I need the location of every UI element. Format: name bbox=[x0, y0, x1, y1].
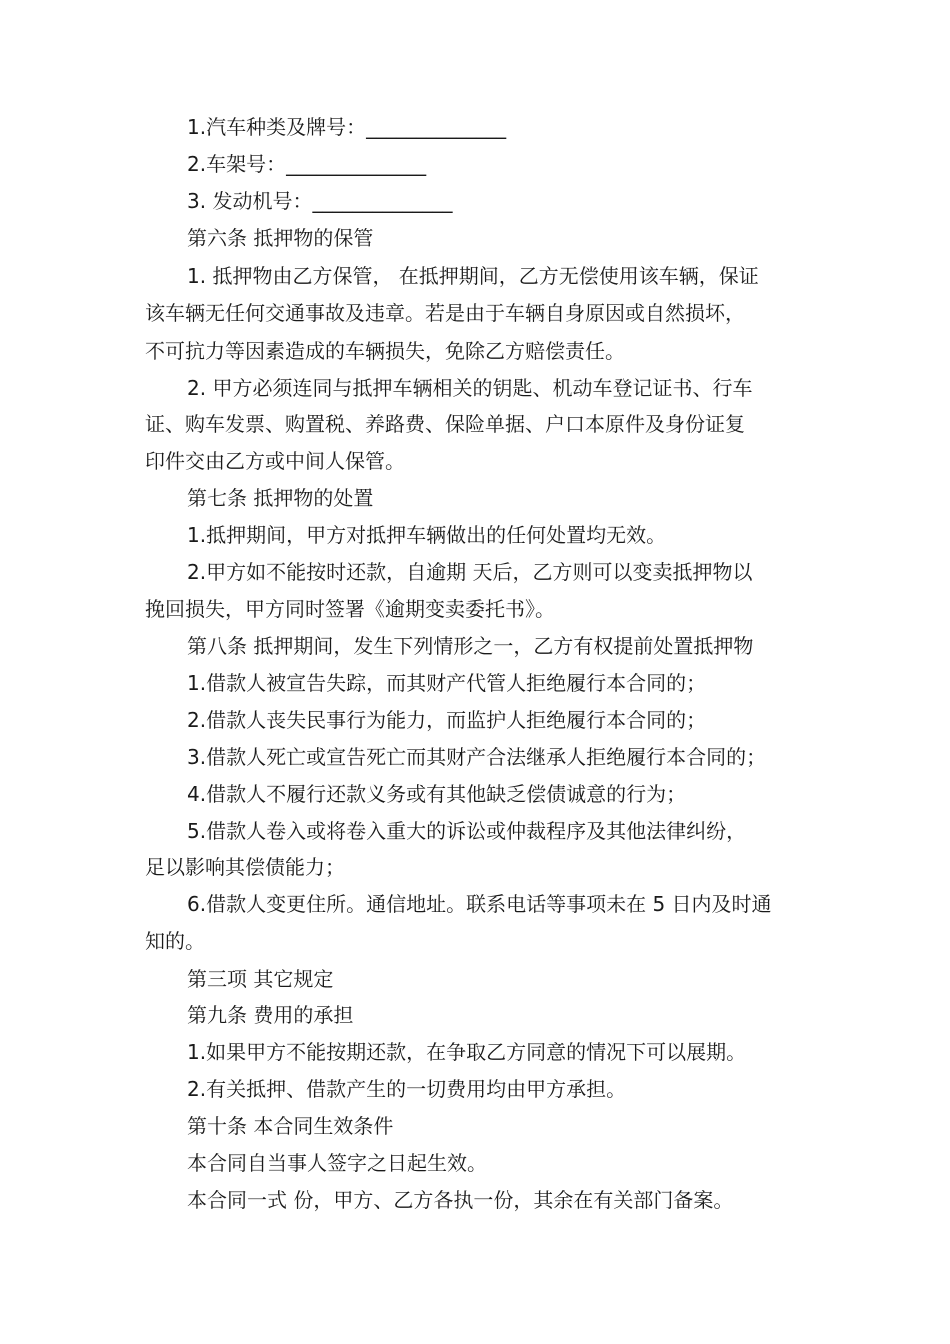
article-8-item-4: 4.借款人不履行还款义务或有其他缺乏偿债诚意的行为； bbox=[187, 782, 687, 806]
article-7-item-1: 1.抵押期间，甲方对抵押车辆做出的任何处置均无效。 bbox=[187, 523, 667, 547]
article-6-item-1-line-3: 不可抗力等因素造成的车辆损失，免除乙方赔偿责任。 bbox=[145, 339, 625, 363]
article-8-item-1: 1.借款人被宣告失踪，而其财产代管人拒绝履行本合同的； bbox=[187, 671, 707, 695]
article-6-item-2-line-2: 证、购车发票、购置税、养路费、保险单据、户口本原件及身份证复 bbox=[145, 412, 745, 436]
article-7-heading: 第七条 抵押物的处置 bbox=[187, 486, 374, 510]
article-8-item-6-line-1: 6.借款人变更住所。通信地址。联系电话等事项未在 5 日内及时通 bbox=[187, 892, 772, 916]
article-9-item-2: 2.有关抵押、借款产生的一切费用均由甲方承担。 bbox=[187, 1077, 627, 1101]
article-8-item-5-line-1: 5.借款人卷入或将卷入重大的诉讼或仲裁程序及其他法律纠纷， bbox=[187, 819, 747, 843]
section-3-heading: 第三项 其它规定 bbox=[187, 967, 334, 991]
article-6-item-2-line-1: 2. 甲方必须连同与抵押车辆相关的钥匙、机动车登记证书、行车 bbox=[187, 376, 753, 400]
article-8-item-5-line-2: 足以影响其偿债能力； bbox=[145, 855, 345, 879]
vehicle-type-plate-line: 1.汽车种类及牌号：______________ bbox=[187, 115, 507, 139]
article-7-item-2-line-1: 2.甲方如不能按时还款，自逾期 天后，乙方则可以变卖抵押物以 bbox=[187, 560, 753, 584]
article-8-item-6-line-2: 知的。 bbox=[145, 929, 205, 953]
article-9-item-1: 1.如果甲方不能按期还款，在争取乙方同意的情况下可以展期。 bbox=[187, 1040, 747, 1064]
frame-number-line: 2.车架号：______________ bbox=[187, 152, 427, 176]
article-8-heading: 第八条 抵押期间，发生下列情形之一，乙方有权提前处置抵押物 bbox=[187, 634, 754, 658]
article-10-heading: 第十条 本合同生效条件 bbox=[187, 1114, 394, 1138]
engine-number-line: 3. 发动机号：______________ bbox=[187, 189, 453, 213]
article-6-item-2-line-3: 印件交由乙方或中间人保管。 bbox=[145, 449, 405, 473]
article-7-item-2-line-2: 挽回损失，甲方同时签署《逾期变卖委托书》。 bbox=[145, 597, 555, 621]
article-6-item-1-line-2: 该车辆无任何交通事故及违章。若是由于车辆自身原因或自然损坏， bbox=[145, 301, 745, 325]
article-6-heading: 第六条 抵押物的保管 bbox=[187, 226, 374, 250]
effective-condition-line: 本合同自当事人签字之日起生效。 bbox=[187, 1151, 487, 1175]
article-8-item-2: 2.借款人丧失民事行为能力，而监护人拒绝履行本合同的； bbox=[187, 708, 707, 732]
copies-line: 本合同一式 份，甲方、乙方各执一份，其余在有关部门备案。 bbox=[187, 1188, 734, 1212]
article-8-item-3: 3.借款人死亡或宣告死亡而其财产合法继承人拒绝履行本合同的； bbox=[187, 745, 767, 769]
article-9-heading: 第九条 费用的承担 bbox=[187, 1003, 354, 1027]
article-6-item-1-line-1: 1. 抵押物由乙方保管， 在抵押期间，乙方无偿使用该车辆，保证 bbox=[187, 264, 759, 288]
